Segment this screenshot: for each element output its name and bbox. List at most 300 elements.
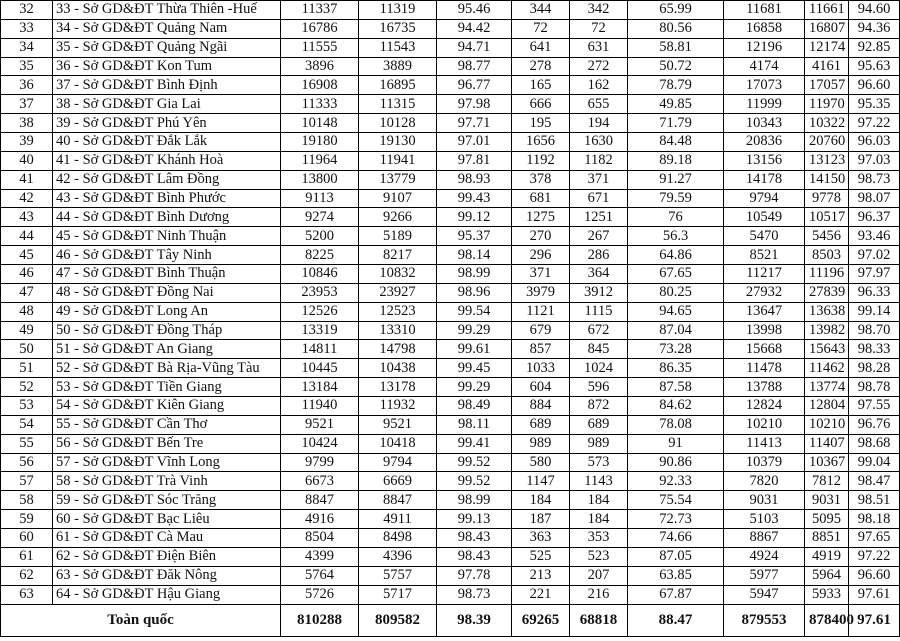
value-cell-c2: 8498 xyxy=(359,529,437,548)
value-cell-c3: 99.54 xyxy=(437,302,512,321)
value-cell-c2: 8217 xyxy=(359,246,437,265)
row-index-cell: 44 xyxy=(1,227,53,246)
value-cell-c6: 91 xyxy=(628,434,724,453)
value-cell-c2: 11543 xyxy=(359,38,437,57)
value-cell-c2: 11319 xyxy=(359,1,437,20)
row-index-cell: 35 xyxy=(1,57,53,76)
value-cell-c4: 679 xyxy=(512,321,570,340)
value-cell-c1: 5726 xyxy=(281,585,359,604)
table-row xyxy=(1,38,900,57)
value-cell-c1: 12526 xyxy=(281,302,359,321)
row-index-cell: 48 xyxy=(1,302,53,321)
department-name-cell: 60 - Sở GD&ĐT Bạc Liêu xyxy=(53,510,281,529)
value-cell-c9: 96.60 xyxy=(849,566,900,585)
value-cell-c5: 342 xyxy=(570,1,628,20)
value-cell-c8: 17057 xyxy=(805,76,849,95)
value-cell-c9: 98.51 xyxy=(849,491,900,510)
value-cell-c3: 99.29 xyxy=(437,321,512,340)
table-row xyxy=(1,246,900,265)
value-cell-c3: 98.14 xyxy=(437,246,512,265)
value-cell-c5: 523 xyxy=(570,547,628,566)
value-cell-c2: 10418 xyxy=(359,434,437,453)
value-cell-c1: 10846 xyxy=(281,265,359,284)
value-cell-c5: 671 xyxy=(570,189,628,208)
value-cell-c1: 9274 xyxy=(281,208,359,227)
department-name-cell: 56 - Sở GD&ĐT Bến Tre xyxy=(53,434,281,453)
value-cell-c1: 3896 xyxy=(281,57,359,76)
value-cell-c1: 10148 xyxy=(281,114,359,133)
total-row xyxy=(1,604,900,636)
value-cell-c6: 92.33 xyxy=(628,472,724,491)
total-label: Toàn quốc xyxy=(1,604,281,636)
value-cell-c7: 11478 xyxy=(724,359,805,378)
value-cell-c5: 1115 xyxy=(570,302,628,321)
value-cell-c2: 8847 xyxy=(359,491,437,510)
value-cell-c6: 87.05 xyxy=(628,547,724,566)
value-cell-c9: 96.60 xyxy=(849,76,900,95)
value-cell-c5: 672 xyxy=(570,321,628,340)
value-cell-c2: 9521 xyxy=(359,415,437,434)
value-cell-c4: 278 xyxy=(512,57,570,76)
value-cell-c3: 99.61 xyxy=(437,340,512,359)
value-cell-c9: 96.03 xyxy=(849,133,900,152)
value-cell-c3: 97.01 xyxy=(437,133,512,152)
table-row xyxy=(1,133,900,152)
value-cell-c2: 16735 xyxy=(359,19,437,38)
value-cell-c8: 12804 xyxy=(805,397,849,416)
table-row xyxy=(1,227,900,246)
value-cell-c3: 99.12 xyxy=(437,208,512,227)
table-row xyxy=(1,151,900,170)
value-cell-c7: 12824 xyxy=(724,397,805,416)
value-cell-c6: 72.73 xyxy=(628,510,724,529)
value-cell-c1: 23953 xyxy=(281,283,359,302)
value-cell-c6: 58.81 xyxy=(628,38,724,57)
value-cell-c3: 99.41 xyxy=(437,434,512,453)
value-cell-c9: 97.02 xyxy=(849,246,900,265)
value-cell-c5: 596 xyxy=(570,378,628,397)
value-cell-c2: 14798 xyxy=(359,340,437,359)
value-cell-c8: 5933 xyxy=(805,585,849,604)
value-cell-c2: 5717 xyxy=(359,585,437,604)
value-cell-c7: 27932 xyxy=(724,283,805,302)
value-cell-c9: 97.22 xyxy=(849,547,900,566)
value-cell-c4: 195 xyxy=(512,114,570,133)
row-index-cell: 46 xyxy=(1,265,53,284)
value-cell-c4: 666 xyxy=(512,95,570,114)
value-cell-c3: 97.81 xyxy=(437,151,512,170)
value-cell-c4: 989 xyxy=(512,434,570,453)
value-cell-c7: 11681 xyxy=(724,1,805,20)
value-cell-c3: 95.37 xyxy=(437,227,512,246)
value-cell-c3: 99.29 xyxy=(437,378,512,397)
value-cell-c8: 10210 xyxy=(805,415,849,434)
value-cell-c9: 98.70 xyxy=(849,321,900,340)
department-name-cell: 49 - Sở GD&ĐT Long An xyxy=(53,302,281,321)
value-cell-c4: 371 xyxy=(512,265,570,284)
value-cell-c4: 213 xyxy=(512,566,570,585)
department-name-cell: 54 - Sở GD&ĐT Kiên Giang xyxy=(53,397,281,416)
value-cell-c2: 16895 xyxy=(359,76,437,95)
value-cell-c2: 13310 xyxy=(359,321,437,340)
table-row xyxy=(1,397,900,416)
value-cell-c5: 162 xyxy=(570,76,628,95)
value-cell-c7: 16858 xyxy=(724,19,805,38)
row-index-cell: 47 xyxy=(1,283,53,302)
value-cell-c1: 16786 xyxy=(281,19,359,38)
value-cell-c1: 10424 xyxy=(281,434,359,453)
department-name-cell: 37 - Sở GD&ĐT Bình Định xyxy=(53,76,281,95)
value-cell-c7: 7820 xyxy=(724,472,805,491)
department-name-cell: 33 - Sở GD&ĐT Thừa Thiên -Huế xyxy=(53,1,281,20)
value-cell-c7: 5470 xyxy=(724,227,805,246)
row-index-cell: 41 xyxy=(1,170,53,189)
department-name-cell: 38 - Sở GD&ĐT Gia Lai xyxy=(53,95,281,114)
department-name-cell: 64 - Sở GD&ĐT Hậu Giang xyxy=(53,585,281,604)
department-name-cell: 43 - Sở GD&ĐT Bình Phước xyxy=(53,189,281,208)
value-cell-c7: 15668 xyxy=(724,340,805,359)
value-cell-c1: 6673 xyxy=(281,472,359,491)
value-cell-c6: 56.3 xyxy=(628,227,724,246)
value-cell-c8: 4919 xyxy=(805,547,849,566)
row-index-cell: 43 xyxy=(1,208,53,227)
table-row xyxy=(1,321,900,340)
value-cell-c5: 872 xyxy=(570,397,628,416)
row-index-cell: 32 xyxy=(1,1,53,20)
value-cell-c2: 10832 xyxy=(359,265,437,284)
value-cell-c8: 20760 xyxy=(805,133,849,152)
value-cell-c3: 99.13 xyxy=(437,510,512,529)
value-cell-c7: 8867 xyxy=(724,529,805,548)
value-cell-c9: 97.61 xyxy=(849,585,900,604)
department-name-cell: 46 - Sở GD&ĐT Tây Ninh xyxy=(53,246,281,265)
value-cell-c6: 73.28 xyxy=(628,340,724,359)
value-cell-c2: 9107 xyxy=(359,189,437,208)
department-name-cell: 55 - Sở GD&ĐT Cần Thơ xyxy=(53,415,281,434)
value-cell-c8: 11196 xyxy=(805,265,849,284)
value-cell-c4: 72 xyxy=(512,19,570,38)
value-cell-c9: 96.76 xyxy=(849,415,900,434)
value-cell-c5: 573 xyxy=(570,453,628,472)
row-index-cell: 53 xyxy=(1,397,53,416)
value-cell-c5: 989 xyxy=(570,434,628,453)
value-cell-c9: 98.33 xyxy=(849,340,900,359)
value-cell-c9: 98.68 xyxy=(849,434,900,453)
value-cell-c4: 187 xyxy=(512,510,570,529)
value-cell-c3: 94.71 xyxy=(437,38,512,57)
value-cell-c1: 16908 xyxy=(281,76,359,95)
department-name-cell: 61 - Sở GD&ĐT Cà Mau xyxy=(53,529,281,548)
department-name-cell: 53 - Sở GD&ĐT Tiền Giang xyxy=(53,378,281,397)
table-row xyxy=(1,434,900,453)
value-cell-c9: 98.78 xyxy=(849,378,900,397)
value-cell-c7: 5977 xyxy=(724,566,805,585)
row-index-cell: 40 xyxy=(1,151,53,170)
row-index-cell: 52 xyxy=(1,378,53,397)
value-cell-c3: 98.73 xyxy=(437,585,512,604)
value-cell-c3: 98.43 xyxy=(437,547,512,566)
value-cell-c8: 5095 xyxy=(805,510,849,529)
value-cell-c3: 98.93 xyxy=(437,170,512,189)
value-cell-c8: 8851 xyxy=(805,529,849,548)
value-cell-c6: 80.25 xyxy=(628,283,724,302)
value-cell-c4: 1192 xyxy=(512,151,570,170)
department-name-cell: 45 - Sở GD&ĐT Ninh Thuận xyxy=(53,227,281,246)
value-cell-c9: 98.07 xyxy=(849,189,900,208)
value-cell-c7: 11999 xyxy=(724,95,805,114)
value-cell-c8: 5456 xyxy=(805,227,849,246)
row-index-cell: 39 xyxy=(1,133,53,152)
value-cell-c9: 97.55 xyxy=(849,397,900,416)
value-cell-c8: 11970 xyxy=(805,95,849,114)
value-cell-c7: 13156 xyxy=(724,151,805,170)
department-name-cell: 42 - Sở GD&ĐT Lâm Đồng xyxy=(53,170,281,189)
value-cell-c2: 13779 xyxy=(359,170,437,189)
value-cell-c4: 296 xyxy=(512,246,570,265)
value-cell-c3: 98.99 xyxy=(437,265,512,284)
row-index-cell: 63 xyxy=(1,585,53,604)
value-cell-c5: 272 xyxy=(570,57,628,76)
value-cell-c3: 98.77 xyxy=(437,57,512,76)
value-cell-c6: 94.65 xyxy=(628,302,724,321)
table-body xyxy=(1,1,900,605)
value-cell-c5: 184 xyxy=(570,510,628,529)
value-cell-c4: 525 xyxy=(512,547,570,566)
value-cell-c3: 99.52 xyxy=(437,453,512,472)
value-cell-c2: 9794 xyxy=(359,453,437,472)
row-index-cell: 49 xyxy=(1,321,53,340)
row-index-cell: 42 xyxy=(1,189,53,208)
row-index-cell: 33 xyxy=(1,19,53,38)
value-cell-c2: 5189 xyxy=(359,227,437,246)
value-cell-c1: 8504 xyxy=(281,529,359,548)
value-cell-c3: 98.99 xyxy=(437,491,512,510)
value-cell-c4: 884 xyxy=(512,397,570,416)
value-cell-c4: 580 xyxy=(512,453,570,472)
department-name-cell: 34 - Sở GD&ĐT Quảng Nam xyxy=(53,19,281,38)
row-index-cell: 62 xyxy=(1,566,53,585)
value-cell-c3: 97.78 xyxy=(437,566,512,585)
value-cell-c2: 19130 xyxy=(359,133,437,152)
value-cell-c9: 98.28 xyxy=(849,359,900,378)
total-cell-c9: 97.61 xyxy=(849,604,900,636)
row-index-cell: 37 xyxy=(1,95,53,114)
value-cell-c8: 16807 xyxy=(805,19,849,38)
value-cell-c6: 79.59 xyxy=(628,189,724,208)
total-cell-c3: 98.39 xyxy=(437,604,512,636)
row-index-cell: 38 xyxy=(1,114,53,133)
row-index-cell: 55 xyxy=(1,434,53,453)
value-cell-c6: 71.79 xyxy=(628,114,724,133)
value-cell-c8: 9031 xyxy=(805,491,849,510)
value-cell-c1: 5764 xyxy=(281,566,359,585)
value-cell-c2: 12523 xyxy=(359,302,437,321)
value-cell-c7: 4924 xyxy=(724,547,805,566)
value-cell-c7: 10379 xyxy=(724,453,805,472)
department-name-cell: 57 - Sở GD&ĐT Vĩnh Long xyxy=(53,453,281,472)
table-row xyxy=(1,76,900,95)
value-cell-c1: 13800 xyxy=(281,170,359,189)
table-row xyxy=(1,1,900,20)
value-cell-c6: 50.72 xyxy=(628,57,724,76)
department-name-cell: 58 - Sở GD&ĐT Trà Vinh xyxy=(53,472,281,491)
value-cell-c8: 9778 xyxy=(805,189,849,208)
value-cell-c9: 92.85 xyxy=(849,38,900,57)
value-cell-c3: 97.71 xyxy=(437,114,512,133)
value-cell-c6: 84.62 xyxy=(628,397,724,416)
total-cell-c5: 68818 xyxy=(570,604,628,636)
value-cell-c8: 27839 xyxy=(805,283,849,302)
row-index-cell: 57 xyxy=(1,472,53,491)
table-row xyxy=(1,585,900,604)
value-cell-c7: 13647 xyxy=(724,302,805,321)
table-row xyxy=(1,453,900,472)
value-cell-c8: 10517 xyxy=(805,208,849,227)
table-row xyxy=(1,491,900,510)
department-name-cell: 51 - Sở GD&ĐT An Giang xyxy=(53,340,281,359)
value-cell-c1: 9799 xyxy=(281,453,359,472)
value-cell-c5: 1251 xyxy=(570,208,628,227)
row-index-cell: 50 xyxy=(1,340,53,359)
row-index-cell: 61 xyxy=(1,547,53,566)
value-cell-c3: 94.42 xyxy=(437,19,512,38)
value-cell-c6: 67.87 xyxy=(628,585,724,604)
value-cell-c9: 98.47 xyxy=(849,472,900,491)
value-cell-c7: 11217 xyxy=(724,265,805,284)
value-cell-c8: 12174 xyxy=(805,38,849,57)
value-cell-c5: 655 xyxy=(570,95,628,114)
value-cell-c4: 221 xyxy=(512,585,570,604)
value-cell-c5: 1630 xyxy=(570,133,628,152)
value-cell-c2: 3889 xyxy=(359,57,437,76)
value-cell-c8: 15643 xyxy=(805,340,849,359)
value-cell-c9: 97.97 xyxy=(849,265,900,284)
value-cell-c5: 207 xyxy=(570,566,628,585)
row-index-cell: 56 xyxy=(1,453,53,472)
value-cell-c9: 95.63 xyxy=(849,57,900,76)
table-row xyxy=(1,208,900,227)
value-cell-c7: 13998 xyxy=(724,321,805,340)
department-name-cell: 52 - Sở GD&ĐT Bà Rịa-Vũng Tàu xyxy=(53,359,281,378)
value-cell-c1: 11337 xyxy=(281,1,359,20)
row-index-cell: 54 xyxy=(1,415,53,434)
value-cell-c5: 371 xyxy=(570,170,628,189)
value-cell-c6: 78.79 xyxy=(628,76,724,95)
value-cell-c4: 857 xyxy=(512,340,570,359)
value-cell-c4: 681 xyxy=(512,189,570,208)
table-row xyxy=(1,359,900,378)
value-cell-c5: 286 xyxy=(570,246,628,265)
value-cell-c8: 11407 xyxy=(805,434,849,453)
value-cell-c9: 98.73 xyxy=(849,170,900,189)
value-cell-c5: 72 xyxy=(570,19,628,38)
value-cell-c6: 76 xyxy=(628,208,724,227)
value-cell-c5: 184 xyxy=(570,491,628,510)
value-cell-c1: 8225 xyxy=(281,246,359,265)
value-cell-c9: 99.04 xyxy=(849,453,900,472)
value-cell-c3: 99.45 xyxy=(437,359,512,378)
value-cell-c6: 86.35 xyxy=(628,359,724,378)
department-name-cell: 36 - Sở GD&ĐT Kon Tum xyxy=(53,57,281,76)
table-row xyxy=(1,472,900,491)
value-cell-c2: 5757 xyxy=(359,566,437,585)
value-cell-c7: 10549 xyxy=(724,208,805,227)
value-cell-c2: 23927 xyxy=(359,283,437,302)
table-row xyxy=(1,283,900,302)
row-index-cell: 59 xyxy=(1,510,53,529)
row-index-cell: 36 xyxy=(1,76,53,95)
value-cell-c7: 13788 xyxy=(724,378,805,397)
value-cell-c8: 8503 xyxy=(805,246,849,265)
value-cell-c1: 11964 xyxy=(281,151,359,170)
value-cell-c9: 97.22 xyxy=(849,114,900,133)
value-cell-c1: 8847 xyxy=(281,491,359,510)
value-cell-c6: 64.86 xyxy=(628,246,724,265)
value-cell-c1: 10445 xyxy=(281,359,359,378)
value-cell-c6: 78.08 xyxy=(628,415,724,434)
value-cell-c5: 216 xyxy=(570,585,628,604)
value-cell-c4: 689 xyxy=(512,415,570,434)
total-cell-c8: 878400 xyxy=(805,604,849,636)
table-row xyxy=(1,95,900,114)
table-row xyxy=(1,340,900,359)
value-cell-c7: 20836 xyxy=(724,133,805,152)
table-row xyxy=(1,19,900,38)
value-cell-c3: 98.49 xyxy=(437,397,512,416)
value-cell-c9: 95.35 xyxy=(849,95,900,114)
department-name-cell: 63 - Sở GD&ĐT Đăk Nông xyxy=(53,566,281,585)
department-name-cell: 48 - Sở GD&ĐT Đồng Nai xyxy=(53,283,281,302)
value-cell-c7: 4174 xyxy=(724,57,805,76)
value-cell-c7: 17073 xyxy=(724,76,805,95)
table-row xyxy=(1,566,900,585)
total-cell-c4: 69265 xyxy=(512,604,570,636)
value-cell-c9: 94.36 xyxy=(849,19,900,38)
value-cell-c4: 3979 xyxy=(512,283,570,302)
value-cell-c7: 10210 xyxy=(724,415,805,434)
value-cell-c7: 9794 xyxy=(724,189,805,208)
value-cell-c4: 1656 xyxy=(512,133,570,152)
value-cell-c8: 5964 xyxy=(805,566,849,585)
value-cell-c5: 631 xyxy=(570,38,628,57)
value-cell-c1: 13184 xyxy=(281,378,359,397)
value-cell-c7: 9031 xyxy=(724,491,805,510)
value-cell-c6: 63.85 xyxy=(628,566,724,585)
department-name-cell: 40 - Sở GD&ĐT Đắk Lắk xyxy=(53,133,281,152)
value-cell-c4: 1121 xyxy=(512,302,570,321)
value-cell-c5: 267 xyxy=(570,227,628,246)
value-cell-c2: 10128 xyxy=(359,114,437,133)
row-index-cell: 60 xyxy=(1,529,53,548)
table-row xyxy=(1,265,900,284)
value-cell-c8: 13982 xyxy=(805,321,849,340)
total-cell-c6: 88.47 xyxy=(628,604,724,636)
row-index-cell: 45 xyxy=(1,246,53,265)
value-cell-c7: 5103 xyxy=(724,510,805,529)
value-cell-c9: 96.37 xyxy=(849,208,900,227)
value-cell-c8: 13774 xyxy=(805,378,849,397)
department-name-cell: 44 - Sở GD&ĐT Bình Dương xyxy=(53,208,281,227)
value-cell-c4: 344 xyxy=(512,1,570,20)
value-cell-c1: 11940 xyxy=(281,397,359,416)
value-cell-c7: 5947 xyxy=(724,585,805,604)
value-cell-c3: 97.98 xyxy=(437,95,512,114)
value-cell-c7: 11413 xyxy=(724,434,805,453)
department-name-cell: 35 - Sở GD&ĐT Quảng Ngãi xyxy=(53,38,281,57)
value-cell-c5: 3912 xyxy=(570,283,628,302)
value-cell-c6: 65.99 xyxy=(628,1,724,20)
value-cell-c5: 1024 xyxy=(570,359,628,378)
